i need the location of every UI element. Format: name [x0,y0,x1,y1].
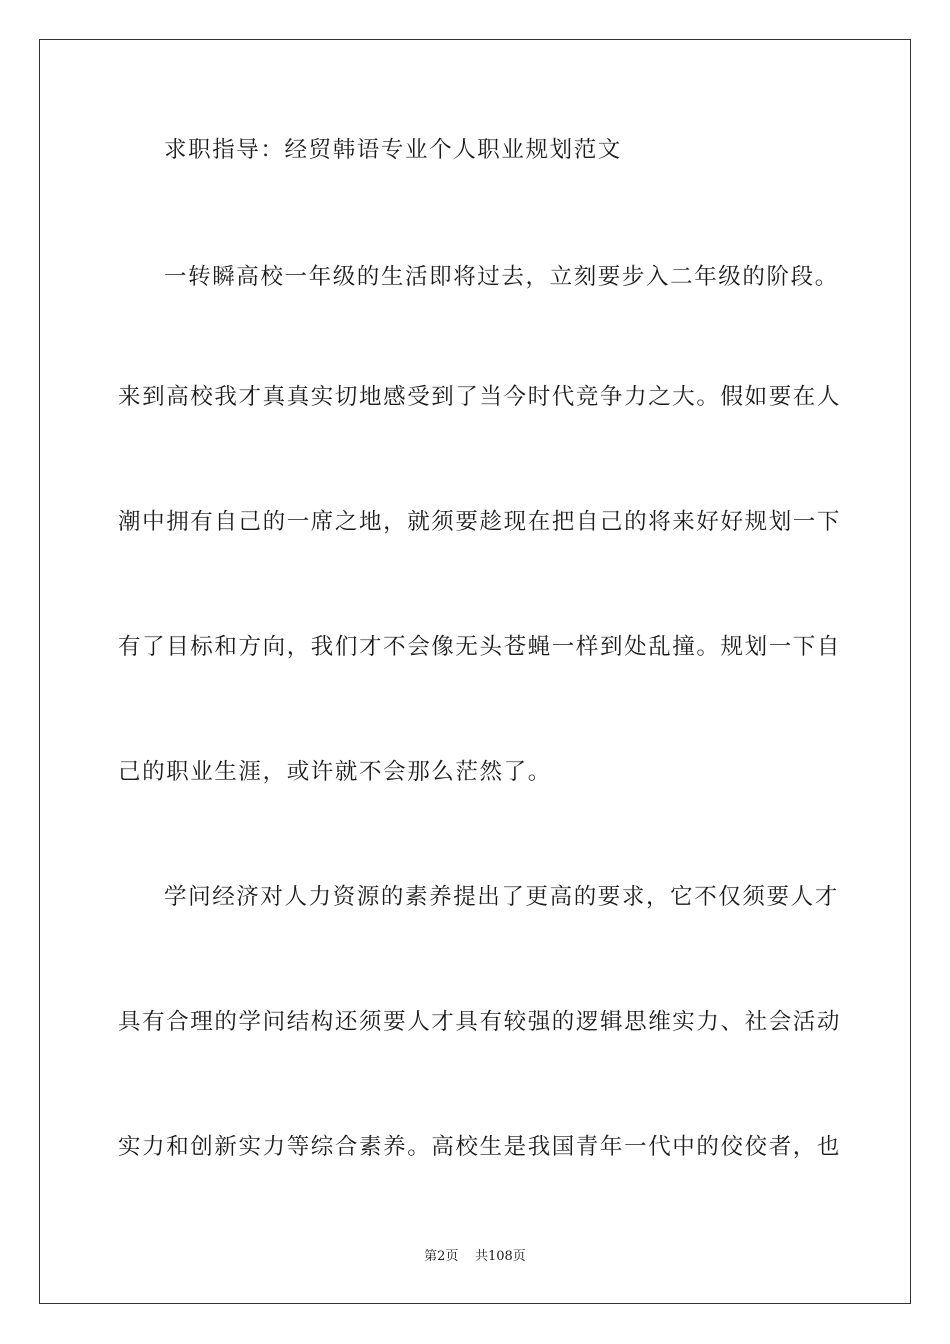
page-border [39,39,911,1304]
document-title: 求职指导：经贸韩语专业个人职业规划范文 [164,137,622,163]
paragraph-line: 一转瞬高校一年级的生活即将过去，立刻要步入二年级的阶段。 [164,264,839,290]
paragraph-line: 有了目标和方向，我们才不会像无头苍蝇一样到处乱撞。规划一下自 [118,634,842,660]
paragraph-line: 学问经济对人力资源的素养提出了更高的要求，它不仅须要人才 [164,884,839,910]
paragraph-line: 来到高校我才真真实切地感受到了当今时代竞争力之大。假如要在人 [118,384,842,410]
total-pages: 共108页 [474,1249,526,1264]
paragraph-line: 己的职业生涯，或许就不会那么茫然了。 [118,759,552,785]
paragraph-line: 实力和创新实力等综合素养。高校生是我国青年一代中的佼佼者，也 [118,1134,842,1160]
paragraph-line: 潮中拥有自己的一席之地，就须要趁现在把自己的将来好好规划一下 [118,509,842,535]
paragraph-line: 具有合理的学问结构还须要人才具有较强的逻辑思维实力、社会活动 [118,1009,842,1035]
page-footer [0,1248,950,1266]
page-number: 第2页 [424,1249,459,1264]
